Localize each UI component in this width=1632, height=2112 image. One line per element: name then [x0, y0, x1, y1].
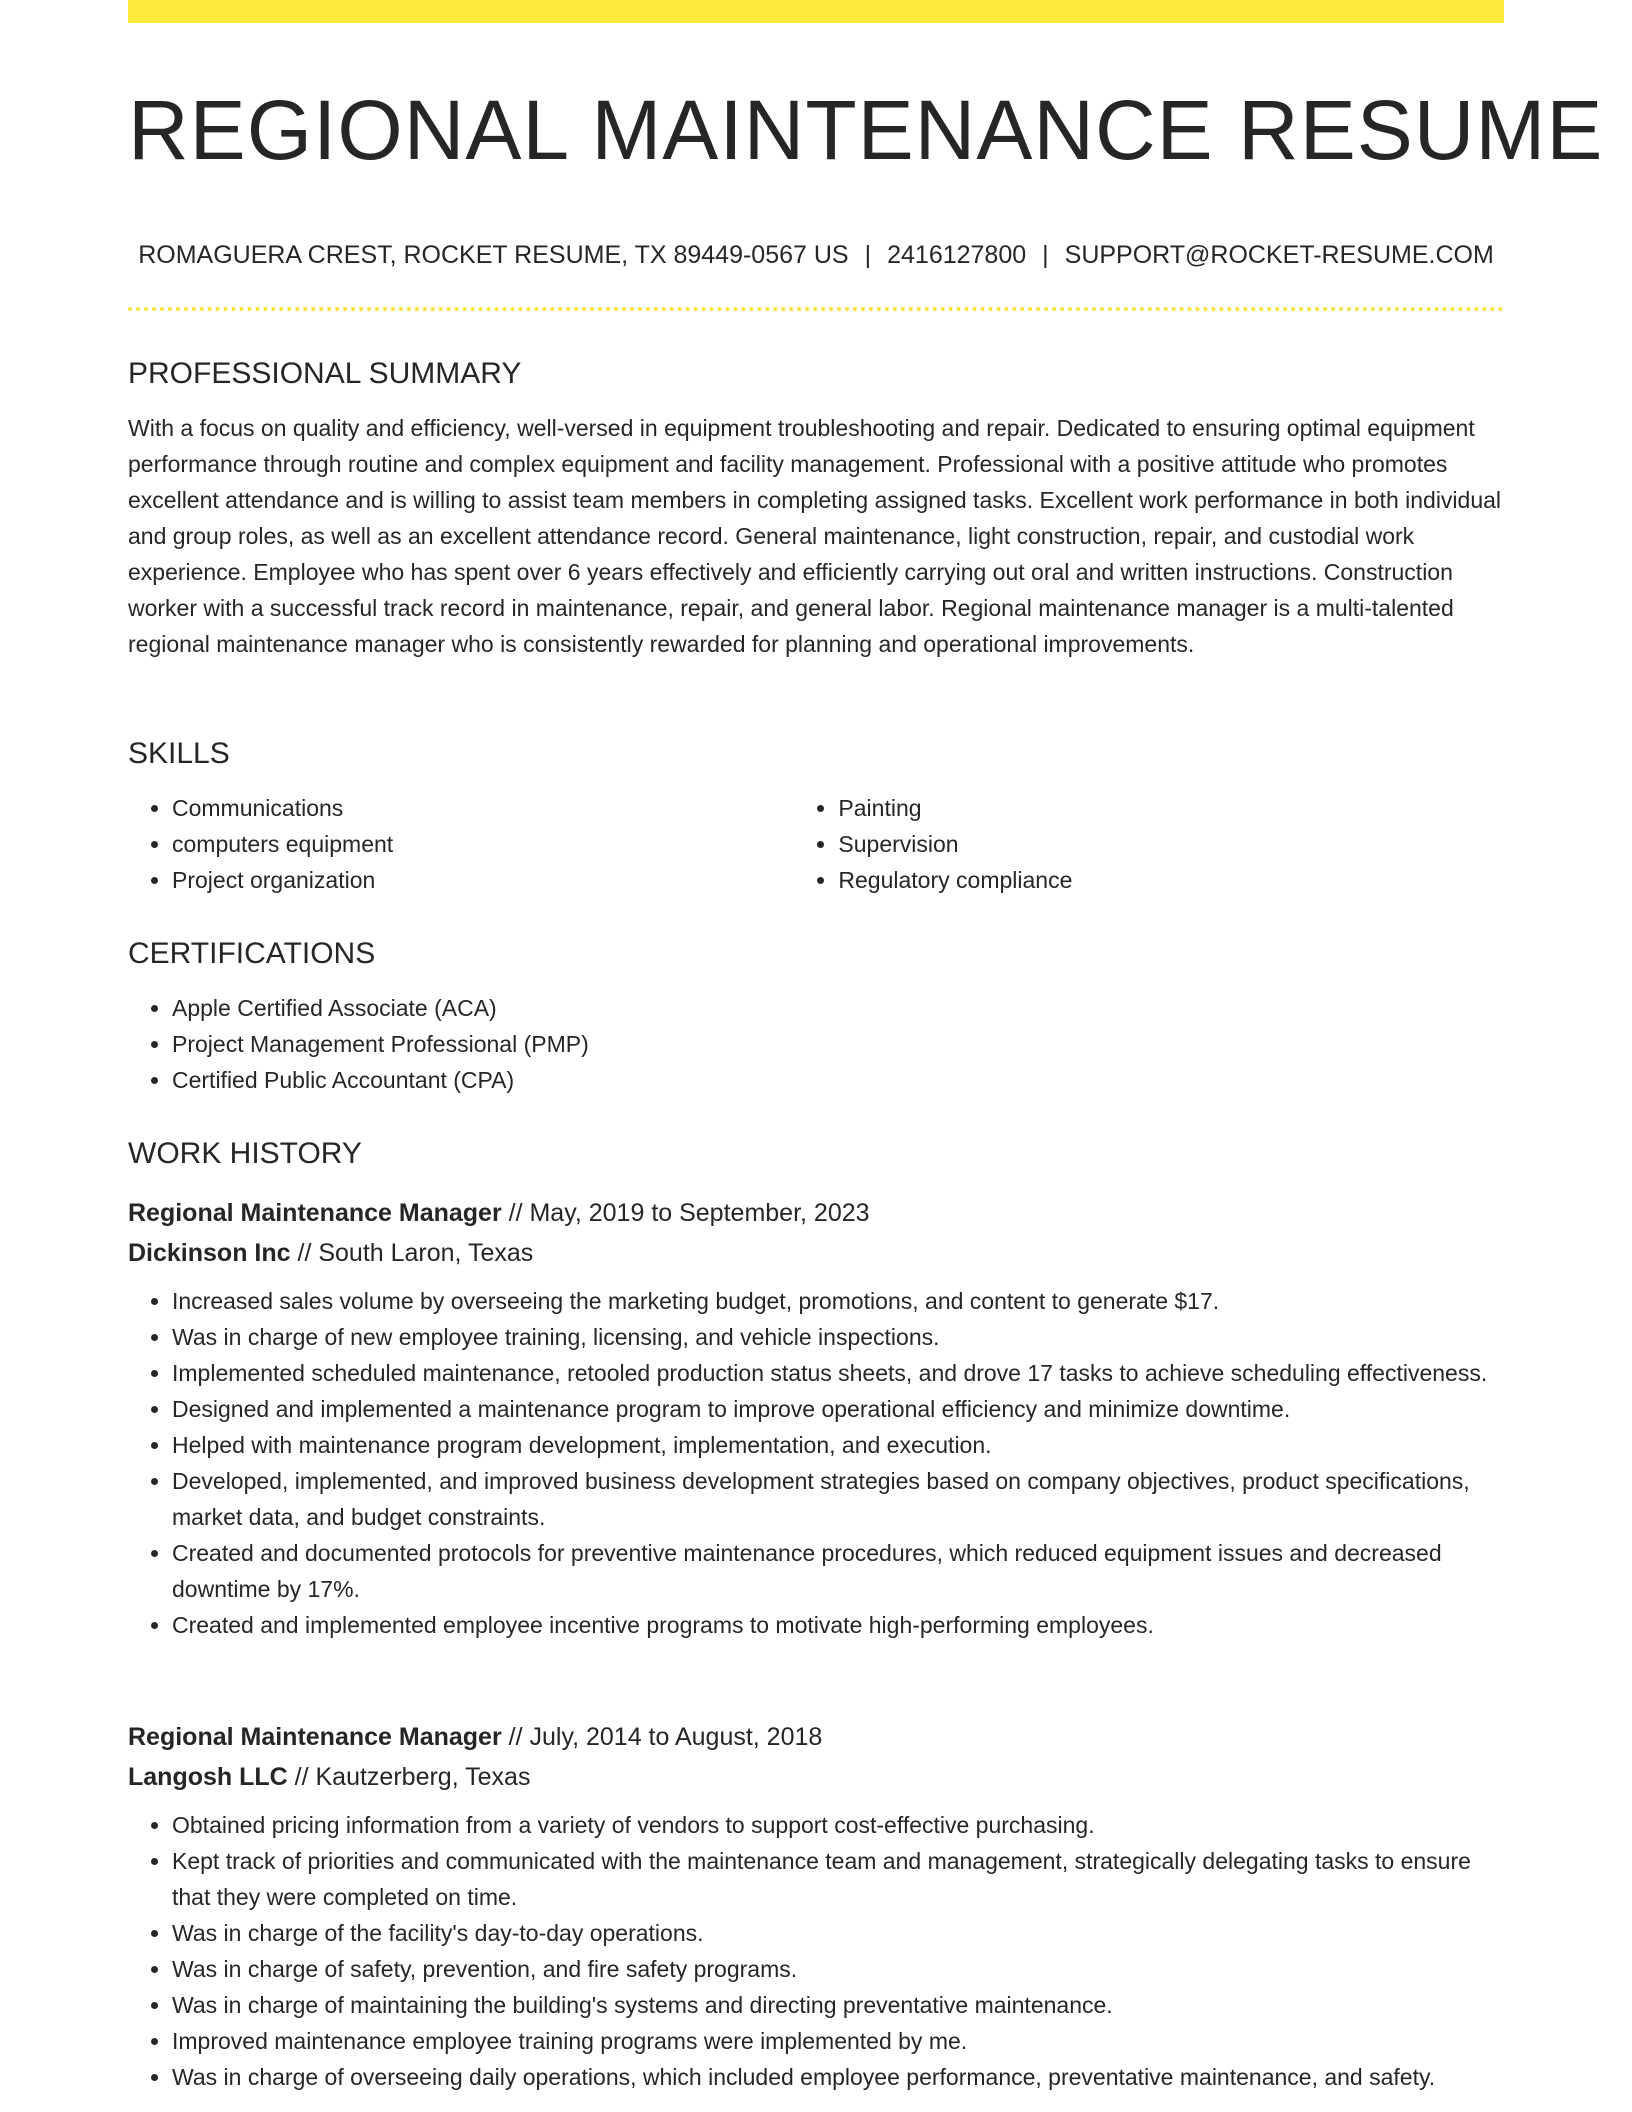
summary-text: With a focus on quality and efficiency, well-versed in equipment troubleshooting and repair. Dedicated to ensuring optimal equipment performance through routine and complex equipment and facility management. Professional with a positive attitude who promotes excellent attendance and is willing to assist team members in completing assigned tasks. Excellent work performance in both individual and group roles, as well as an excellent attendance record. General maintenance, light construction, repair, and custodial work experience. Employee who has spent over 6 years effectively and efficiently carrying out oral and written instructions. Construction worker with a successful track record in maintenance, repair, and general labor. Regional maintenance manager is a multi-talented regional maintenance manager who is consistently rewarded for planning and operational improvements. [128, 415, 1502, 657]
skills-columns [128, 790, 1504, 898]
job-company-line [128, 1757, 1504, 1797]
skill-item: • computers equipment [172, 826, 794, 862]
job-bullet: • Implemented scheduled maintenance, retooled production status sheets, and drove 17 tasks to achieve scheduling effectiveness. [172, 1355, 1504, 1391]
job-dates: // May, 2019 to September, 2023 [501, 1199, 870, 1227]
contact-line [128, 238, 1504, 272]
contact-email[interactable]: SUPPORT@ROCKET-RESUME.COM [1064, 241, 1494, 269]
job-location: // Kautzerberg, Texas [287, 1763, 531, 1791]
job-bullet: • Obtained pricing information from a variety of vendors to support cost-effective purchasing. [172, 1807, 1504, 1843]
job-company: Dickinson Inc [128, 1239, 291, 1267]
skill-item: • Project organization [172, 862, 794, 898]
work-history-section [128, 1134, 1504, 1174]
job-bullet: • Created and documented protocols for preventive maintenance procedures, which reduced equipment issues and decreased downtime by 17%. [172, 1535, 1504, 1607]
job-bullet: • Was in charge of safety, prevention, and fire safety programs. [172, 1951, 1504, 1987]
job-bullet: • Was in charge of overseeing daily operations, which included employee performance, preventative maintenance, and safety. [172, 2059, 1504, 2095]
skill-item: • Supervision [838, 826, 1504, 862]
job-bullet: • Designed and implemented a maintenance program to improve operational efficiency and minimize downtime. [172, 1391, 1504, 1427]
certification-item: • Apple Certified Associate (ACA) [172, 990, 1504, 1026]
skills-heading: SKILLS [128, 737, 230, 770]
skills-list-right [794, 790, 1504, 898]
job-title: Regional Maintenance Manager [128, 1199, 502, 1227]
certifications-heading: CERTIFICATIONS [128, 937, 376, 970]
job-bullet: • Was in charge of maintaining the building's systems and directing preventative maintenance. [172, 1987, 1504, 2023]
skills-section [128, 734, 1504, 898]
summary-heading: PROFESSIONAL SUMMARY [128, 357, 522, 390]
contact-phone: 2416127800 [887, 241, 1027, 269]
job-bullets [128, 1807, 1504, 2095]
job-entry [128, 1193, 1504, 1643]
job-company: Langosh LLC [128, 1763, 288, 1791]
dotted-divider [128, 307, 1504, 311]
certifications-list [128, 990, 1504, 1098]
contact-separator: | [1042, 241, 1049, 269]
job-bullet: • Kept track of priorities and communicated with the maintenance team and management, strategically delegating tasks to ensure that they were completed on time. [172, 1843, 1504, 1915]
job-title: Regional Maintenance Manager [128, 1723, 502, 1751]
job-bullet: • Created and implemented employee incentive programs to motivate high-performing employees. [172, 1607, 1504, 1643]
job-title-line [128, 1717, 1504, 1757]
accent-top-bar [128, 0, 1504, 23]
certification-item: • Project Management Professional (PMP) [172, 1026, 1504, 1062]
job-location: // South Laron, Texas [290, 1239, 534, 1267]
contact-address: ROMAGUERA CREST, ROCKET RESUME, TX 89449-0567 US [138, 241, 849, 269]
job-company-line [128, 1233, 1504, 1273]
resume-title: REGIONAL MAINTENANCE RESUME [128, 83, 1604, 177]
job-bullet: • Improved maintenance employee training programs were implemented by me. [172, 2023, 1504, 2059]
summary-section [128, 354, 1504, 662]
certifications-section [128, 934, 1504, 1098]
skill-item: • Painting [838, 790, 1504, 826]
job-bullet: • Was in charge of the facility's day-to-day operations. [172, 1915, 1504, 1951]
job-bullet: • Helped with maintenance program development, implementation, and execution. [172, 1427, 1504, 1463]
skill-item: • Communications [172, 790, 794, 826]
job-bullet: • Was in charge of new employee training, licensing, and vehicle inspections. [172, 1319, 1504, 1355]
job-title-line [128, 1193, 1504, 1233]
job-entry [128, 1717, 1504, 2095]
job-dates: // July, 2014 to August, 2018 [501, 1723, 823, 1751]
contact-separator: | [864, 241, 872, 269]
skills-list-left [128, 790, 794, 898]
certification-item: • Certified Public Accountant (CPA) [172, 1062, 1504, 1098]
work-history-heading: WORK HISTORY [128, 1137, 362, 1170]
skill-item: • Regulatory compliance [838, 862, 1504, 898]
job-bullet: • Increased sales volume by overseeing the marketing budget, promotions, and content to generate $17. [172, 1283, 1504, 1319]
job-bullets [128, 1283, 1504, 1643]
job-bullet: • Developed, implemented, and improved business development strategies based on company objectives, product specifications, market data, and budget constraints. [172, 1463, 1504, 1535]
